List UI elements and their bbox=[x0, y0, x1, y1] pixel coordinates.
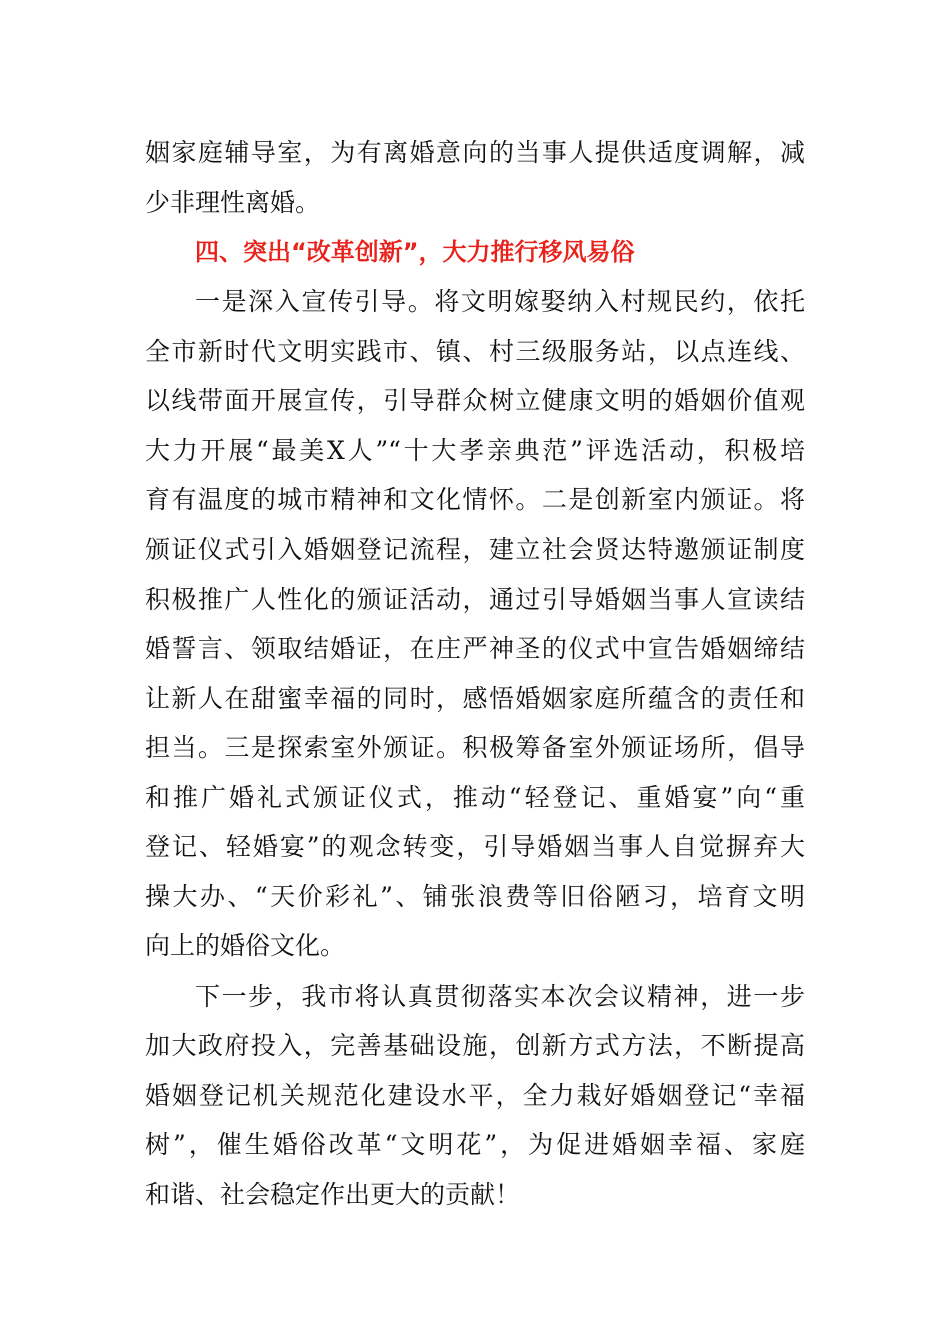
section-line: 以线带面开展宣传，引导群众树立健康文明的婚姻价值观 bbox=[145, 386, 805, 415]
section-line: 和推广婚礼式颁证仪式，推动“轻登记、重婚宴”向“重 bbox=[145, 783, 805, 812]
section-line: 积极推广人性化的颁证活动，通过引导婚姻当事人宣读结 bbox=[145, 585, 805, 614]
section-line: 全市新时代文明实践市、镇、村三级服务站，以点连线、 bbox=[145, 337, 805, 366]
section-heading: 四、突出“改革创新”，大力推行移风易俗 bbox=[195, 238, 635, 266]
closing-line: 加大政府投入，完善基础设施，创新方式方法，不断提高 bbox=[145, 1031, 805, 1060]
section-line: 一是深入宣传引导。将文明嫁娶纳入村规民约，依托 bbox=[195, 287, 805, 316]
section-line: 大力开展“最美X人”“十大孝亲典范”评选活动，积极培 bbox=[145, 436, 805, 465]
section-line: 向上的婚俗文化。 bbox=[145, 931, 346, 960]
intro-line: 少非理性离婚。 bbox=[145, 188, 321, 217]
section-line: 担当。三是探索室外颁证。积极筹备室外颁证场所，倡导 bbox=[145, 733, 805, 762]
closing-line: 下一步，我市将认真贯彻落实本次会议精神，进一步 bbox=[195, 982, 805, 1011]
closing-line: 树”，催生婚俗改革“文明花”，为促进婚姻幸福、家庭 bbox=[145, 1130, 805, 1159]
section-line: 登记、轻婚宴”的观念转变，引导婚姻当事人自觉摒弃大 bbox=[145, 832, 805, 861]
section-line: 操大办、“天价彩礼”、铺张浪费等旧俗陋习，培育文明 bbox=[145, 882, 805, 911]
intro-line: 姻家庭辅导室，为有离婚意向的当事人提供适度调解，减 bbox=[145, 138, 805, 167]
closing-line: 婚姻登记机关规范化建设水平，全力栽好婚姻登记“幸福 bbox=[145, 1081, 805, 1110]
section-line: 让新人在甜蜜幸福的同时，感悟婚姻家庭所蕴含的责任和 bbox=[145, 684, 805, 713]
section-line: 育有温度的城市精神和文化情怀。二是创新室内颁证。将 bbox=[145, 485, 805, 514]
closing-line: 和谐、社会稳定作出更大的贡献！ bbox=[145, 1180, 521, 1209]
section-line: 颁证仪式引入婚姻登记流程，建立社会贤达特邀颁证制度 bbox=[145, 535, 805, 564]
section-line: 婚誓言、领取结婚证，在庄严神圣的仪式中宣告婚姻缔结 bbox=[145, 634, 805, 663]
